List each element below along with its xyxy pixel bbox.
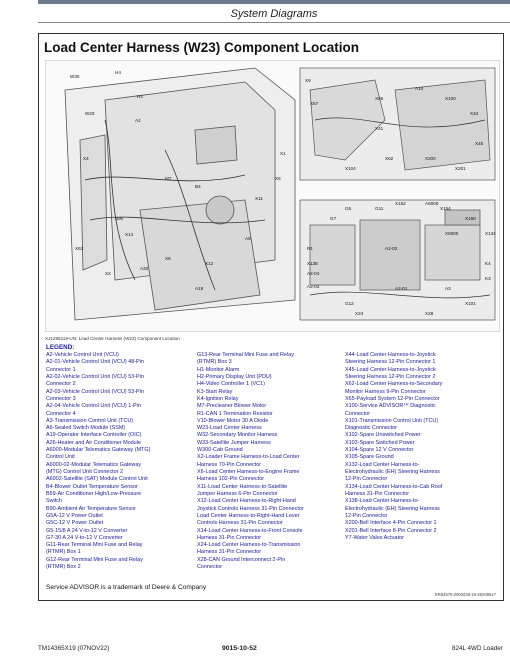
legend-line: X2-Loader Frame Harness-to-Load Center: [197, 454, 300, 461]
callout-label: X152: [395, 201, 406, 206]
callout-label: X45: [475, 141, 484, 146]
callout-label: X1: [280, 151, 286, 156]
footer-page-number: 9015-10-52: [222, 645, 257, 652]
legend-line: Connector: [345, 410, 371, 417]
legend-line: Load Center Harness-to-Right-Hand Lever: [197, 512, 300, 519]
callout-label: W23: [85, 111, 95, 116]
legend-line: X102-Spare Unswitched Power: [345, 432, 421, 439]
callout-label: K4: [485, 261, 491, 266]
legend-line: H2-Primary Display Unit (PDU): [197, 373, 272, 380]
legend-line: K3-Start Relay: [197, 388, 233, 395]
legend-line: X11-Load Center Harness-to-Satellite: [197, 483, 288, 490]
callout-label: X44: [470, 111, 479, 116]
trademark-note: Service ADVISOR is a trademark of Deere & Company: [46, 584, 207, 591]
callout-label: X154: [440, 206, 451, 211]
legend-line: G11-Rear Terminal Mini Fuse and Relay: [46, 542, 143, 549]
legend-line: (RTMR) Box 2: [46, 564, 81, 571]
callout-label: X14: [125, 232, 134, 237]
callout-label: X67: [310, 101, 319, 106]
callout-label: A20: [140, 266, 149, 271]
callout-label: X4: [83, 156, 89, 161]
callout-label: G5: [345, 206, 352, 211]
legend-line: Monitor Harness 9-Pin Connector: [345, 388, 426, 395]
callout-label: X63: [75, 246, 84, 251]
callout-label: X6000: [445, 231, 459, 236]
legend-line: G13-Rear Terminal Mini Fuse and Relay: [197, 352, 294, 358]
legend-line: W32-Secondary Monitor Harness: [197, 432, 278, 439]
callout-label: X12: [205, 261, 214, 266]
callout-label: X2: [105, 271, 111, 276]
legend-line: X105-Spare Ground: [345, 454, 394, 461]
legend-line: X44-Load Center Harness-to-Joystick: [345, 352, 436, 358]
legend-line: Diagnostic Connector: [345, 425, 397, 432]
callout-label: X201: [455, 166, 466, 171]
legend-line: A3-Transmission Control Unit (TCU): [46, 417, 134, 424]
legend-line: Connector 2: [46, 381, 76, 388]
callout-label: K3: [485, 276, 491, 281]
callout-label: X28: [425, 311, 434, 316]
callout-label: X100: [445, 96, 456, 101]
legend-line: G12-Rear Terminal Mini Fuse and Relay: [46, 556, 143, 563]
legend-line: X24-Load Center Harness-to-Transmission: [197, 542, 301, 549]
legend-line: X132-Load Center Harness-to-: [345, 461, 420, 468]
legend-line: A26-Heater and Air Conditioner Module: [46, 439, 141, 446]
legend-line: (MTG) Control Unit Connector 2: [46, 469, 124, 475]
callout-label: A3: [445, 286, 451, 291]
callout-label: W30: [70, 74, 80, 79]
callout-label: A19: [195, 286, 204, 291]
callout-label: A2-03: [307, 284, 320, 289]
callout-label: X134: [485, 231, 496, 236]
callout-label: X62: [385, 156, 394, 161]
callout-label: M7: [165, 176, 172, 181]
callout-label: G12: [345, 301, 354, 306]
legend-line: A2-Vehicle Control Unit (VCU): [46, 352, 119, 358]
legend-line: G5C-12 V Power Outlet: [46, 520, 104, 527]
legend-line: X201-Bell Interface 8-Pin Connector 2: [345, 527, 437, 534]
callout-label: X11: [255, 196, 263, 201]
callout-label: A10: [415, 86, 424, 91]
legend-line: Joystick Controls Harness 31-Pin Connector: [197, 505, 304, 512]
callout-label: H2: [137, 94, 143, 99]
legend-line: X14-Load Center Harness-to-Front Console: [197, 527, 303, 534]
reference-code: ER84579,0000238-19-28209617: [434, 592, 496, 597]
legend-line: 12-Pin Connector: [345, 476, 388, 483]
callout-label: R1: [307, 246, 313, 251]
callout-label: X5: [275, 176, 281, 181]
legend-line: X101-Transmission Control Unit (TCU): [345, 417, 439, 424]
legend-heading: LEGEND:: [46, 344, 75, 351]
footer-manual-id: TM14365X19 (07NOV22): [38, 645, 110, 652]
callout-label: X41: [375, 126, 384, 131]
callout-label: A6: [245, 236, 251, 241]
legend-line: Harness 31-Pin Connector: [345, 490, 410, 497]
legend-line: X134-Load Center Harness-to-Cab Roof: [345, 483, 443, 490]
callout-label: B90: [115, 216, 124, 221]
legend-line: B4-Blower Outlet Temperature Sensor: [46, 483, 138, 490]
legend-line: G5A-12 V Power Outlet: [46, 512, 103, 519]
legend-line: H1-Monitor Alarm: [197, 366, 240, 373]
legend-line: A6002-Satellite (SAT) Module Control Unit: [46, 476, 148, 483]
legend-line: X12-Load Center Harness-to-Right-Hand: [197, 498, 296, 505]
legend-line: Connector 4: [46, 410, 76, 417]
legend-line: A19-Operator Interface Controller (OIC): [46, 432, 142, 439]
legend-line: X62-Load Center Harness-to-Secondary: [345, 381, 443, 388]
component-location-illustration: [45, 60, 500, 332]
legend-line: X45-Load Center Harness-to-Joystick: [345, 366, 436, 373]
legend-line: X103-Spare Switched Power: [345, 439, 415, 446]
legend-line: Harness 31-Pin Connector: [197, 549, 262, 556]
callout-label: H4: [115, 70, 121, 75]
callout-label: X101: [465, 301, 476, 306]
legend-column-1: [46, 352, 186, 571]
legend-line: W33-Satellite Jumper Harness: [197, 439, 271, 446]
legend-line: 12-Pin Connector: [345, 512, 388, 519]
legend-line: Harness 102-Pin Connector: [197, 476, 265, 483]
legend-line: (RTMR) Box 1: [46, 549, 81, 556]
callout-label: A2-04: [307, 271, 320, 276]
callout-label: X138: [307, 261, 318, 266]
callout-label: X65: [375, 96, 384, 101]
callout-label: X104: [345, 166, 356, 171]
legend-line: A2-02-Vehicle Control Unit (VCU) 53-Pin: [46, 373, 144, 380]
legend-line: X104-Spare 12 V Connector: [345, 447, 414, 454]
legend-line: M7-Precleaner Blower Motor: [197, 403, 267, 410]
legend-line: W23-Load Center Harness: [197, 425, 262, 432]
legend-line: G7-30 A 24 V-to-12 V Converter: [46, 534, 123, 541]
callout-label: A2-01: [395, 286, 408, 291]
callout-label: A2-02: [385, 246, 398, 251]
legend-line: A2-03-Vehicle Control Unit (VCU) 53-Pin: [46, 388, 144, 395]
callout-label: X24: [355, 311, 364, 316]
legend-line: Electrohydraulic (EH) Steering Harness: [345, 469, 440, 475]
legend-line: K4-Ignition Relay: [197, 395, 239, 402]
footer-machine-model: 824L 4WD Loader: [452, 645, 503, 652]
legend-line: B59-Air Conditioner High/Low-Pressure: [46, 490, 142, 497]
legend-line: Steering Harness 12-Pin Connector 1: [345, 359, 436, 366]
legend-column-2: [197, 352, 339, 571]
legend-line: Electrohydraulic (EH) Steering Harness: [345, 505, 440, 512]
callout-label: X6: [165, 256, 171, 261]
callout-label: B4: [195, 184, 201, 189]
legend-line: G5-15/8 A 24 V-to-12 V Converter: [46, 527, 128, 534]
legend-line: A6000-Modular Telematics Gateway (MTG): [46, 447, 151, 454]
legend-line: X28-CAN Ground Interconnect 2-Pin: [197, 556, 286, 563]
legend-line: H4-Video Controller 1 (VC1): [197, 381, 265, 388]
legend-line: Harness 70-Pin Connector: [197, 461, 262, 468]
header-band: [38, 0, 510, 4]
legend-line: A2-04-Vehicle Control Unit (VCU) 1-Pin: [46, 403, 141, 410]
callout-label: X9: [305, 78, 311, 83]
legend-line: X6-Load Center Harness-to-Engine Frame: [197, 469, 300, 475]
legend-line: Controls Harness 31-Pin Connector: [197, 520, 283, 527]
legend-line: W300-Cab Ground: [197, 447, 243, 454]
page-header-title: System Diagrams: [230, 8, 318, 20]
legend-line: Switch: [46, 498, 63, 505]
legend-line: Control Unit: [46, 454, 75, 461]
legend-line: B90-Ambient Air Temperature Sensor: [46, 505, 136, 512]
legend-line: Steering Harness 12-Pin Connector 2: [345, 373, 436, 380]
legend-line: Connector: [197, 564, 223, 571]
legend-line: Connector 3: [46, 395, 76, 402]
legend-line: V10-Blower Motor 30 A Diode: [197, 417, 269, 424]
legend-line: Y7-Water Valve Actuator: [345, 534, 404, 541]
callout-label: X200: [425, 156, 436, 161]
callout-label: A2: [135, 118, 141, 123]
callout-label: A6000: [425, 201, 439, 206]
legend-line: A2-01-Vehicle Control Unit (VCU) 48-Pin: [46, 359, 144, 366]
legend-line: Jumper Harness 6-Pin Connector: [197, 490, 278, 497]
legend-line: X65-Payload System 12-Pin Connector: [345, 395, 440, 402]
legend-line: A6000-02-Modular Telematics Gateway: [46, 461, 142, 468]
legend-line: X138-Load Center Harness-to-: [345, 498, 420, 505]
legend-line: Harness 31-Pin Connector: [197, 534, 262, 541]
callout-label: G7: [330, 216, 337, 221]
figure-caption: XJ1295119-UN: Load Center Harness (W23) Component Location: [45, 336, 180, 341]
legend-line: (RTMR) Box 3: [197, 359, 232, 366]
callout-label: G11: [375, 206, 384, 211]
legend-column-3: [345, 352, 495, 542]
legend-line: R1-CAN 1 Termination Resistor: [197, 410, 273, 417]
section-title: Load Center Harness (W23) Component Location: [44, 40, 360, 55]
legend-line: X200-Bell Interface 4-Pin Connector 1: [345, 520, 437, 527]
header-rule: [38, 22, 510, 23]
legend-line: X100-Service ADVISOR™ Diagnostic: [345, 403, 436, 410]
callout-label: X160: [465, 216, 476, 221]
legend-line: Connector 1: [46, 366, 76, 373]
legend-line: A6-Sealed Switch Module (SSM): [46, 425, 126, 432]
